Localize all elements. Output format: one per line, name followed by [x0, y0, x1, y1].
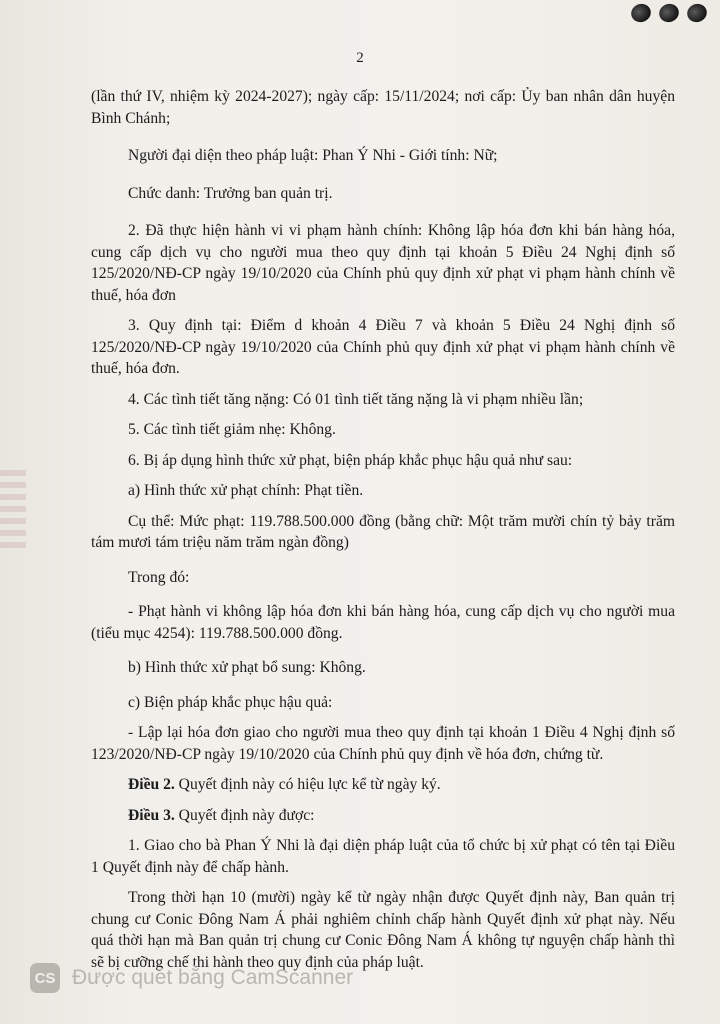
- paragraph: 2. Đã thực hiện hành vi vi phạm hành chính: Không lập hóa đơn khi bán hàng hóa, cung cấp dịch vụ cho người mua theo quy định tại khoản 5 Điều 24 Nghị định số 125/2020/NĐ-CP ngày 19/10/2020 của Chính phủ quy định xử phạt vi phạm hành chính về thuế, hóa đơn: [91, 222, 675, 304]
- paragraph: Trong thời hạn 10 (mười) ngày kể từ ngày nhận được Quyết định này, Ban quản trị chung cư Conic Đông Nam Á phải nghiêm chỉnh chấp hành Quyết định xử phạt này. Nếu quá thời hạn mà Ban quản trị chung cư Conic Đông Nam Á không tự nguyện chấp hành thì sẽ bị cưỡng chế thi hành theo quy định của pháp luật.: [91, 889, 675, 971]
- paragraph: c) Biện pháp khắc phục hậu quả:: [128, 693, 333, 711]
- camscanner-logo-icon: CS: [30, 963, 60, 993]
- punch-holes: [632, 4, 706, 22]
- paragraph: 4. Các tình tiết tăng nặng: Có 01 tình tiết tăng nặng là vi phạm nhiều lần;: [128, 390, 584, 408]
- punch-hole: [629, 1, 654, 25]
- paragraph: Cụ thể: Mức phạt: 119.788.500.000 đồng (bằng chữ: Một trăm mười chín tỷ bảy trăm tám mươi tám triệu năm trăm ngàn đồng): [91, 512, 675, 551]
- paragraph: a) Hình thức xử phạt chính: Phạt tiền.: [128, 482, 364, 499]
- paragraph: 5. Các tình tiết giảm nhẹ: Không.: [128, 421, 336, 438]
- paragraph: - Lập lại hóa đơn giao cho người mua theo quy định tại khoản 1 Điều 4 Nghị định số 123/2020/NĐ-CP ngày 19/10/2020 của Chính phủ quy định về hóa đơn, chứng từ.: [91, 724, 675, 763]
- article-text: Quyết định này có hiệu lực kể từ ngày ký.: [174, 776, 441, 793]
- article-heading: Điều 3.: [128, 806, 175, 824]
- page-number: 2: [356, 50, 364, 66]
- camscanner-watermark: [30, 963, 353, 993]
- paragraph: (lần thứ IV, nhiệm kỳ 2024-2027); ngày cấp: 15/11/2024; nơi cấp: Ủy ban nhân dân huyện Bình Chánh;: [91, 88, 675, 127]
- paragraph: 6. Bị áp dụng hình thức xử phạt, biện pháp khắc phục hậu quả như sau:: [128, 451, 573, 469]
- punch-hole: [685, 1, 710, 25]
- paragraph: b) Hình thức xử phạt bổ sung: Không.: [128, 659, 366, 676]
- document-body: [91, 86, 675, 973]
- article-heading: Điều 2.: [128, 776, 175, 793]
- watermark-text: Được quét bằng CamScanner: [72, 966, 354, 989]
- paragraph: 3. Quy định tại: Điểm d khoản 4 Điều 7 và khoản 5 Điều 24 Nghị định số 125/2020/NĐ-CP ngày 19/10/2020 của Chính phủ quy định xử phạt vi phạm hành chính về thuế, hóa đơn.: [91, 317, 675, 377]
- punch-hole: [657, 1, 682, 25]
- paragraph: - Phạt hành vi không lập hóa đơn khi bán hàng hóa, cung cấp dịch vụ cho người mua (tiểu mục 4254): 119.788.500.000 đồng.: [91, 603, 675, 642]
- paragraph: [91, 805, 675, 827]
- article-text: Quyết định này được:: [174, 806, 315, 824]
- paragraph: Người đại diện theo pháp luật: Phan Ý Nhi - Giới tính: Nữ;: [128, 147, 498, 164]
- paragraph: Trong đó:: [128, 568, 190, 586]
- paragraph: [91, 774, 675, 796]
- paragraph: 1. Giao cho bà Phan Ý Nhi là đại diện pháp luật của tổ chức bị xử phạt có tên tại Điều 1 Quyết định này để chấp hành.: [91, 837, 675, 876]
- stamp-fragment: [0, 470, 26, 550]
- paragraph: Chức danh: Trưởng ban quản trị.: [128, 184, 333, 202]
